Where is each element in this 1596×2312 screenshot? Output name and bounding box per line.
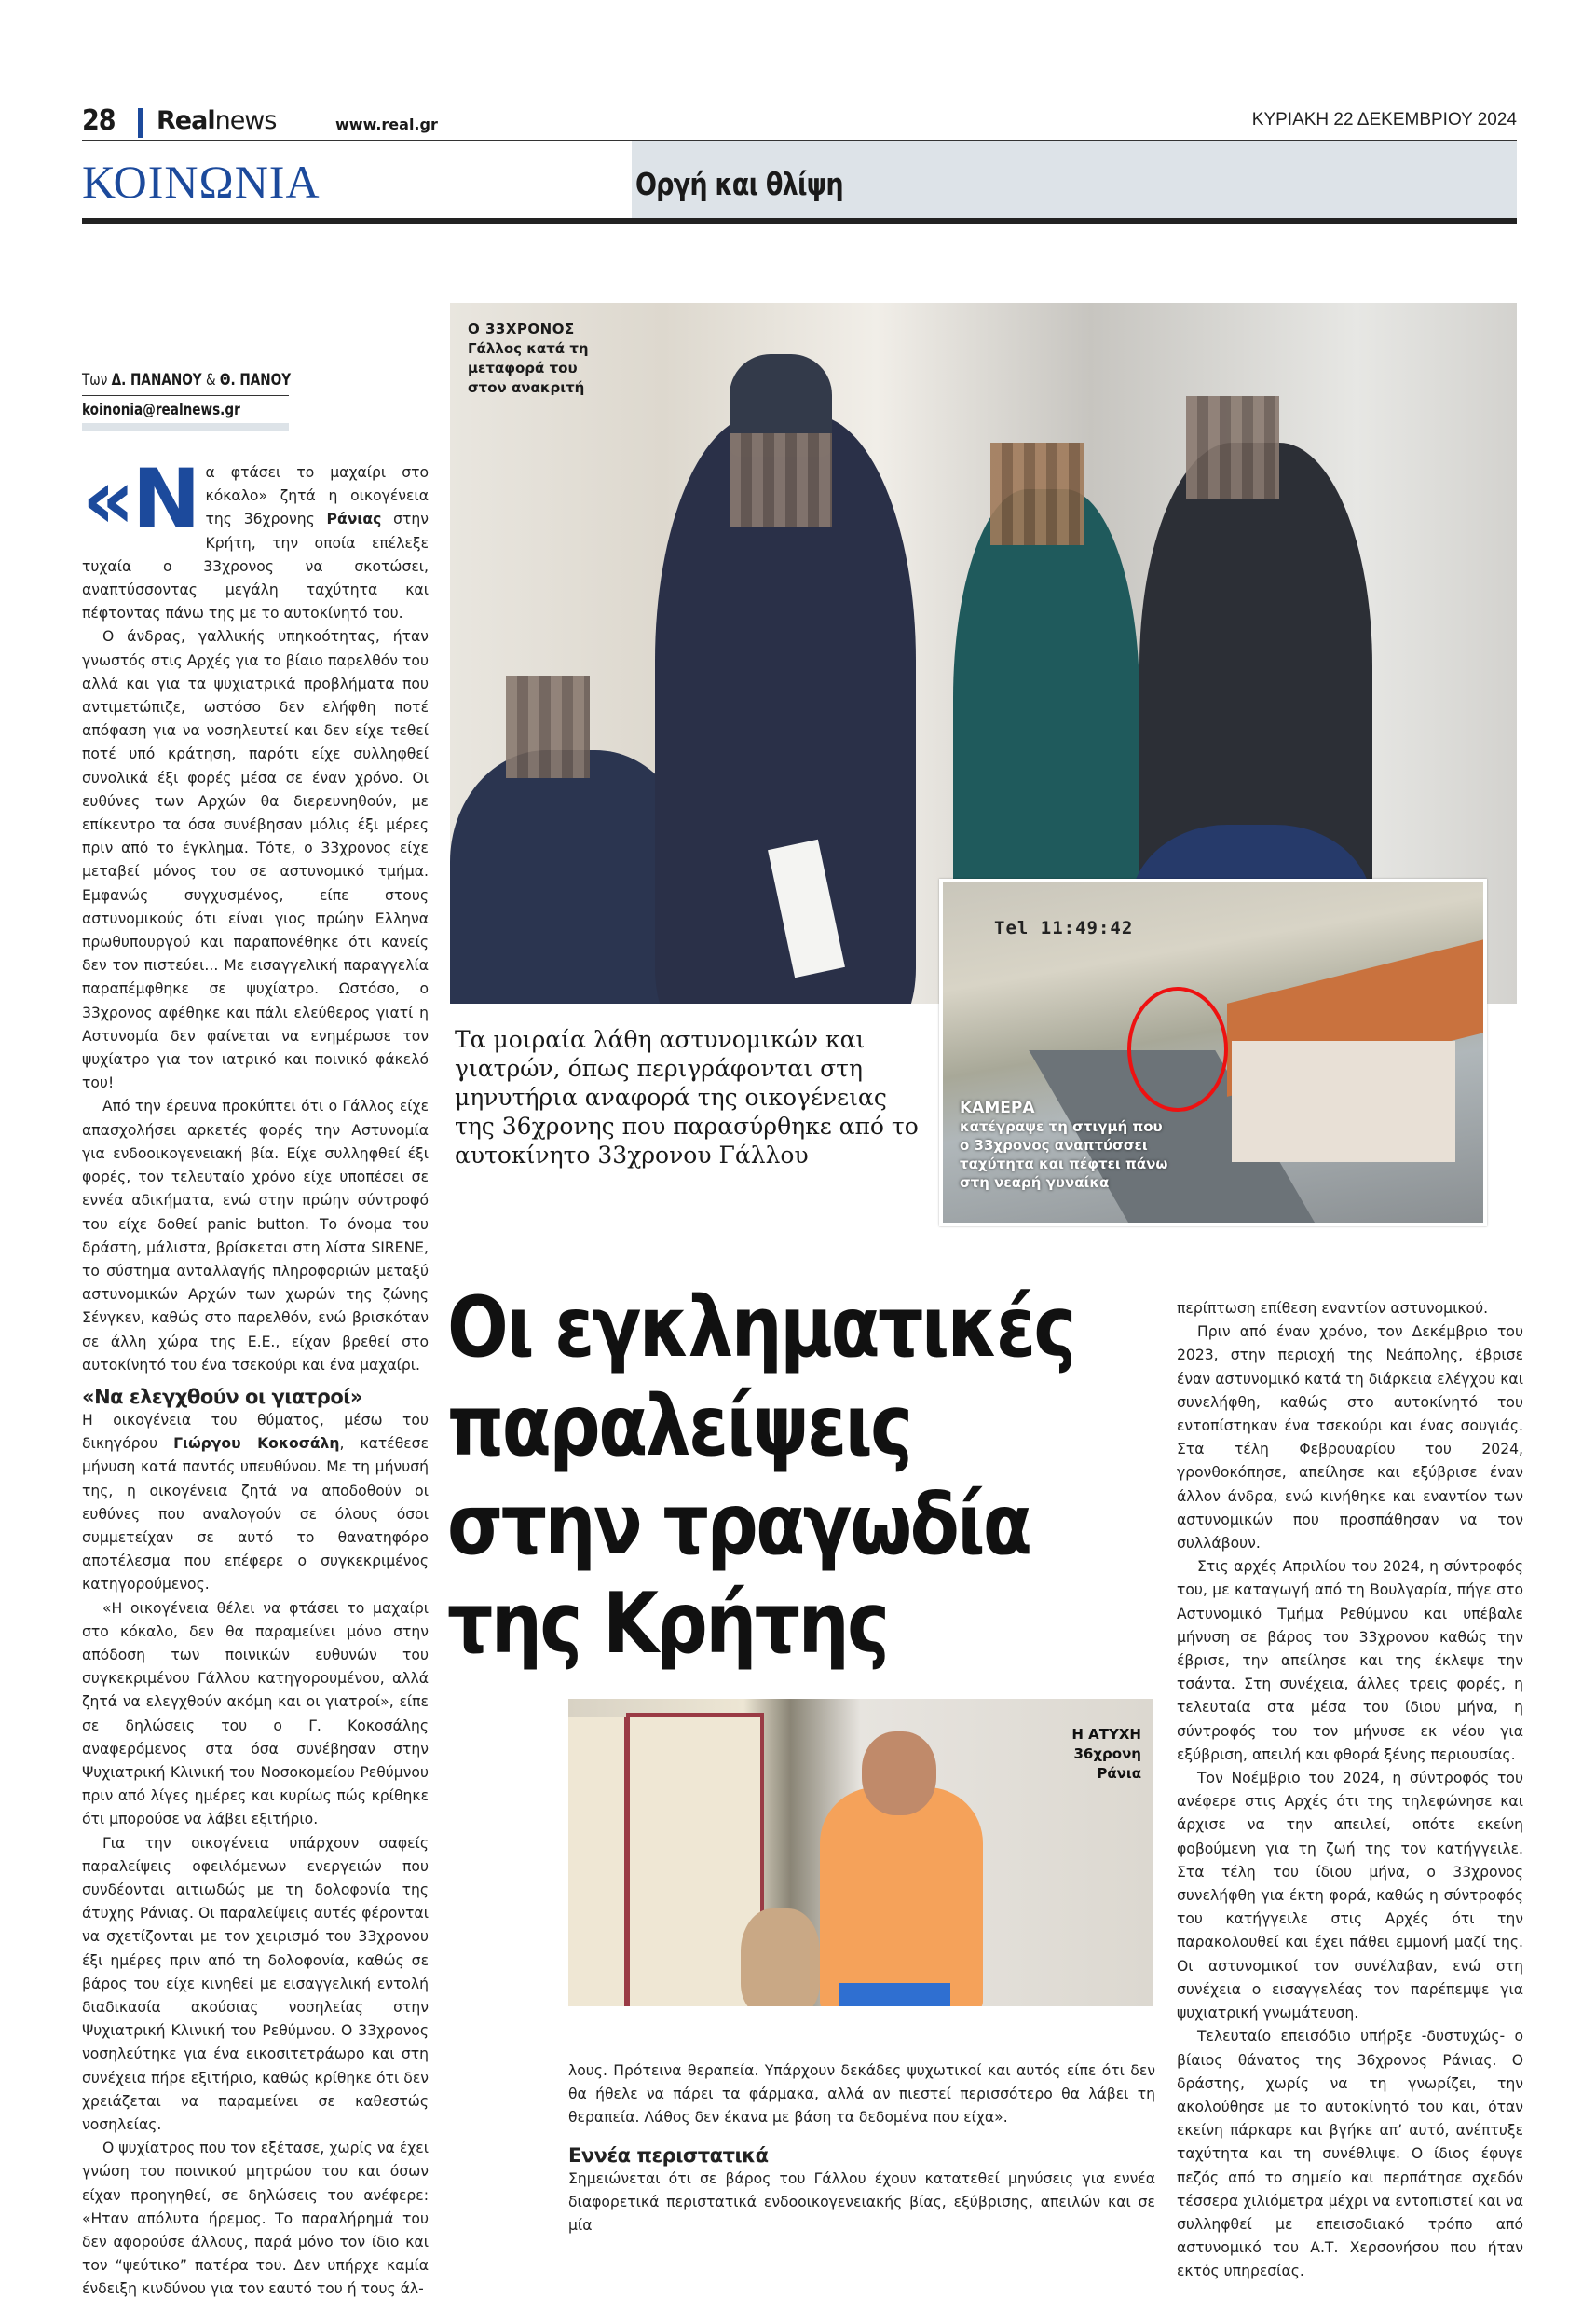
victim-caption (1071, 1725, 1141, 1784)
brand-light: news (214, 106, 277, 135)
paragraph (82, 1409, 429, 1597)
page-number: 28 (82, 104, 116, 137)
header-separator (138, 108, 143, 138)
victim-photo (568, 1699, 1153, 2006)
paragraph: Στις αρχές Απριλίου του 2024, η σύντροφός του, με καταγωγή από τη Βουλγαρία, πήγε στο Αστυνομικό Τμήμα Ρεθύμνου και υπέβαλε μήνυση σε βάρος του 33χρονου καθώς την έβρισε, την απείλησε και της έκλεψε την τσάντα. Στη συνέχεια, άλλες τρεις φορές, η τελευταία στα μέσα του ίδιου μήνα, η σύντροφός του τον μήνυσε εκ νέου για εξύβριση, απειλή και φθορά ξένης περιουσίας. (1177, 1558, 1523, 1763)
cctv-photo (939, 879, 1487, 1226)
byline-amp: & (205, 371, 216, 390)
article-column-1 (82, 451, 429, 2302)
caption-line: Ράνια (1097, 1765, 1141, 1782)
caption-head: Ο 33ΧΡΟΝΟΣ (468, 321, 575, 337)
brand-logo (157, 106, 276, 135)
site-url[interactable]: www.real.gr (335, 116, 438, 133)
lead-text-rest: στην Κρήτη, την οποία επέλεξε τυχαία ο 33χρονος να σκοτώσει, αναπτύσσοντας μεγάλη ταχύτητα και πέφτοντας πάνω της με το αυτοκίνητό του. (82, 511, 429, 622)
article-column-2 (568, 2059, 1155, 2237)
byline-bar (82, 423, 289, 431)
paragraph: Πριν από έναν χρόνο, τον Δεκέμβριο του 2023, στην περιοχή της Νεάπολης, έβρισε έναν αστυνομικό κατά τη διάρκεια ελέγχου και συνελήφθη, καθώς στο αυτοκίνητό του εντοπίστηκαν ένα τσεκούρι και ένας σουγιάς. Στα τέλη Φεβρουαρίου του 2024, γρονθοκόπησε, απείλησε και εξύβρισε έναν άλλον άνδρα, ενώ κινήθηκε και εναντίον των αστυνομικών που προσπάθησαν να τον συλλάβουν. (1177, 1323, 1523, 1553)
caption-head: Η ΑΤΥΧΗ (1071, 1726, 1141, 1743)
paragraph: Για την οικογένεια υπάρχουν σαφείς παραλείψεις οφειλόμενων ενεργειών που συνδέονται αιτιωδώς με τη δολοφονία της άτυχης Ράνιας. Οι παραλείψεις αυτές φέρονται να σχετίζονται με τον χειρισμό του 33χρονου έξι ημέρες πριν από τη δολοφονία, καθώς σε βάρος του είχε κινηθεί με εισαγγελική εντολή διαδικασία ακούσιας νοσηλείας στην Ψυχιατρική Κλινική του Ρεθύμνου. Ο 33χρονος νοσηλεύτηκε για ένα εικοσιτετράωρο και στη συνέχεια πήρε εξιτήριο, καθώς κρίθηκε ότι δεν χρειάζεται να παραμείνει σε καθεστώς νοσηλείας. (82, 1834, 429, 2134)
lead-paragraph (82, 451, 429, 625)
headline-line: παραλείψεις (447, 1377, 911, 1475)
paragraph: Τον Νοέμβριο του 2024, η σύντροφός του ανέφερε στις Αρχές ότι της τηλεφώνησε και άρχισε να την απειλεί, οπότε εκείνη φοβούμενη για τη ζωή της τον κατήγγειλε. Στα τέλη του ίδιου μήνα, ο 33χρονος συνελήφθη για έκτη φορά, καθώς η σύντροφός του κατήγγειλε στις Αρχές ότι την παρακολουθεί και έχει πάθει εμμονή μαζί της. Οι αστυνομικοί τον συνέλαβαν, ενώ στη συνέχεια ο εισαγγελέας τον παρέπεμψε για ψυχιατρική γνωμάτευση. (1177, 1770, 1523, 2022)
cctv-timestamp: Tel 11:49:42 (994, 918, 1134, 938)
byline-rule (82, 395, 289, 396)
cctv-caption (960, 1099, 1174, 1192)
lead-text: α φτάσει το μαχαίρι στο κόκαλο» ζητά η οικογένεια της 36χρονης (205, 464, 429, 528)
author-1: Δ. ΠΑΝΑΝΟΥ (111, 371, 202, 390)
deck-subtitle: Τα μοιραία λάθη αστυνομικών και γιατρών, όπως περιγράφονται στη μηνυτήρια αναφορά της οικογένειας της 36χρονης που παρασύρθηκε από το αυτοκίνητο 33χρονου Γάλλου (455, 1026, 919, 1169)
paragraph: Ο ψυχίατρος που τον εξέτασε, χωρίς να έχει γνώση του ποινικού μητρώου του και όσων είχαν προηγηθεί, σε δηλώσεις του ανέφερε: «Ηταν απόλυτα ήρεμος. Το παραλήρημά του δεν αφορούσε άλλους, παρά μόνο τον ίδιο και τον “ψεύτικο” πατέρα του. Δεν υπήρχε καμία ένδειξη κινδύνου για τον εαυτό του ή τους άλ- (82, 2140, 429, 2298)
caption-line: 36χρονη (1073, 1745, 1141, 1762)
paragraph-text: , κατέθεσε μήνυση κατά παντός υπευθύνου. Με τη μήνυσή της, η οικογένεια ζητά να αποδοθούν οι ευθύνες που αναλογούν σε όλους όσοι συμμετείχαν σε αυτό το θανατηφόρο αποτέλεσμα που επέφερε ο συγκεκριμένος κατηγορούμενος. (82, 1435, 429, 1594)
headline (447, 1279, 1074, 1674)
caption-body: Γάλλος κατά τη μεταφορά του στον ανακριτή (468, 340, 589, 396)
byline (82, 371, 292, 390)
paragraph: Τελευταίο επεισόδιο υπήρξε -δυστυχώς- ο βίαιος θάνατος της 36χρονος Ράνιας. Ο δράστης, χωρίς να τη γνωρίζει, την ακολούθησε με το αυτοκίνητό του και, όταν εκείνη πάρκαρε και βγήκε απ’ αυτό, ανέπτυξε ταχύτητα και τη συνέθλιψε. Ο ίδιος έφυγε πεζός από το σημείο και περπάτησε σχεδόν τέσσερα χιλιόμετρα μέχρι να εντοπιστεί και να συλληφθεί με επεισοδιακό τρόπο από αστυνομικό του Α.Τ. Χερσονήσου που ήταν εκτός υπηρεσίας. (1177, 2028, 1523, 2280)
author-2: Θ. ΠΑΝΟΥ (219, 371, 292, 390)
page-header (82, 104, 1517, 140)
lead-bold-name: Ράνιας (326, 511, 382, 528)
pixelated-face (730, 433, 832, 527)
arrest-caption (468, 320, 617, 398)
paragraph: λους. Πρότεινα θεραπεία. Υπάρχουν δεκάδες ψυχωτικοί και αυτός είπε ότι δεν θα ήθελε να πάρει τα φάρμακα, αλλά αν πιεστεί περισσότερο θα λάβει τη θεραπεία. Λάθος δεν έκανα με βάση τα δεδομένα που είχα». (568, 2062, 1155, 2127)
caption-body: κατέγραψε τη στιγμή που ο 33χρονος αναπτύσσει ταχύτητα και πέφτει πάνω στη νεαρή γυναίκα (960, 1118, 1168, 1191)
paragraph: Σημειώνεται ότι σε βάρος του Γάλλου έχουν κατατεθεί μηνύσεις για εννέα διαφορετικά περιστατικά ενδοοικογενειακής βίας, εξύβρισης, απειλών και σε μία (568, 2169, 1155, 2235)
section-title: ΚΟΙΝΩΝΙΑ (82, 156, 321, 208)
brand-bold: Real (157, 106, 215, 135)
info-board (568, 1717, 627, 2006)
kicker-title: Οργή και θλίψη (635, 166, 843, 202)
subhead: «Να ελεγχθούν οι γιατροί» (82, 1385, 362, 1408)
person-head (862, 1731, 936, 1815)
pixelated-face (506, 676, 590, 778)
paragraph: Από την έρευνα προκύπτει ότι ο Γάλλος είχε απασχολήσει αρκετές φορές την Αστυνομία για ενδοοικογενειακή βία. Είχε συλληφθεί έξι φορές, τον τελευταίο χρόνο είχε υποπέσει σε εννέα αδικήματα, ενώ στην πρώην σύντροφό του είχε δοθεί panic button. Το όνομα του δράστη, μάλιστα, βρίσκεται στη λίστα SIRENE, το σύστημα ανταλλαγής πληροφοριών μεταξύ αστυνομικών Αρχών των χωρών της ζώνης Σένγκεν, καθώς στο παρελθόν, ενώ βρισκόταν σε άλλη χώρα της Ε.Ε., είχαν βρεθεί στο αυτοκίνητό του ένα τσεκούρι και ένα μαχαίρι. (82, 1098, 429, 1374)
house (1232, 1041, 1455, 1162)
clay-jar (741, 1908, 820, 2006)
author-email[interactable]: koinonia@realnews.gr (82, 401, 240, 419)
paragraph-text: Η οικογένεια του θύματος, μέσω του δικηγόρου (82, 1411, 429, 1453)
blue-pants (839, 1983, 950, 2006)
section-rule (82, 218, 1517, 224)
byline-prefix: Των (82, 371, 108, 390)
headline-line: Οι εγκληματικές (447, 1279, 1074, 1376)
paragraph: Ο άνδρας, γαλλικής υπηκοότητας, ήταν γνωστός στις Αρχές για το βίαιο παρελθόν του αλλά και για τα ψυχιατρικά προβλήματα που αντιμετώπιζε, ωστόσο δεν ελήφθη ποτέ απόφαση για να νοσηλευτεί και δεν είχε τεθεί ποτέ υπό κράτηση, παρότι είχε συλληφθεί συνολικά έξι φορές μέσα σε έναν χρόνο. Οι ευθύνες των Αρχών θα διερευνηθούν, με επίκεντρο τα όσα συνέβησαν μόλις έξι μέρες πριν από το έγκλημα. Τότε, ο 33χρονος είχε μεταβεί μόνος του σε αστυνομικό τμήμα. Εμφανώς συγχυσμένος, είπε στους αστυνομικούς ότι είναι γιος πρώην Ελληνα πρωθυπουργού και παραπονέθηκε ότι κανείς δεν τον πιστεύει... Με εισαγγελική παραγγελία παραπέμφθηκε σε ψυχίατρο. Ωστόσο, ο 33χρονος αφέθηκε και πάλι ελεύθερος γιατί η Αστυνομία δεν φαίνεται να ενημέρωσε τον ψυχίατρο για τον ιατρικό και ποινικό φάκελό του! (82, 628, 429, 1092)
lawyer-name: Γιώργου Κοκοσάλη (173, 1435, 340, 1453)
paragraph: «Η οικογένεια θέλει να φτάσει το μαχαίρι στο κόκαλο, δεν θα παραμείνει μόνο στην απόδοση των ποινικών ευθυνών του συγκεκριμένου Γάλλου κατηγορουμένου, αλλά ζητά να ελεγχθούν ακόμη και οι γιατροί», είπε σε δηλώσεις του ο Γ. Κοκοσάλης αναφερόμενος στα όσα συνέβησαν στην Ψυχιατρική Κλινική του Νοσοκομείου Ρεθύμνου πριν από λίγες ημέρες και κυρίως πώς κρίθηκε ότι μπορούσε να λάβει εξιτήριο. (82, 1599, 429, 1828)
subhead: Εννέα περιστατικά (568, 2143, 769, 2167)
drop-cap: «Ν (82, 451, 198, 547)
highlight-circle (1127, 987, 1228, 1112)
issue-date: ΚΥΡΙΑΚΗ 22 ΔΕΚΕΜΒΡΙΟΥ 2024 (1251, 110, 1517, 130)
article-column-3 (1177, 1297, 1523, 2284)
paragraph: περίπτωση επίθεση εναντίον αστυνομικού. (1177, 1300, 1489, 1317)
pixelated-face (1186, 396, 1279, 499)
headline-line: της Κρήτης (447, 1575, 888, 1673)
pixelated-face (990, 443, 1084, 545)
orange-hoodie (820, 1787, 983, 2006)
headline-line: στην τραγωδία (447, 1476, 1030, 1574)
caption-head: ΚΑΜΕΡΑ (960, 1099, 1035, 1117)
